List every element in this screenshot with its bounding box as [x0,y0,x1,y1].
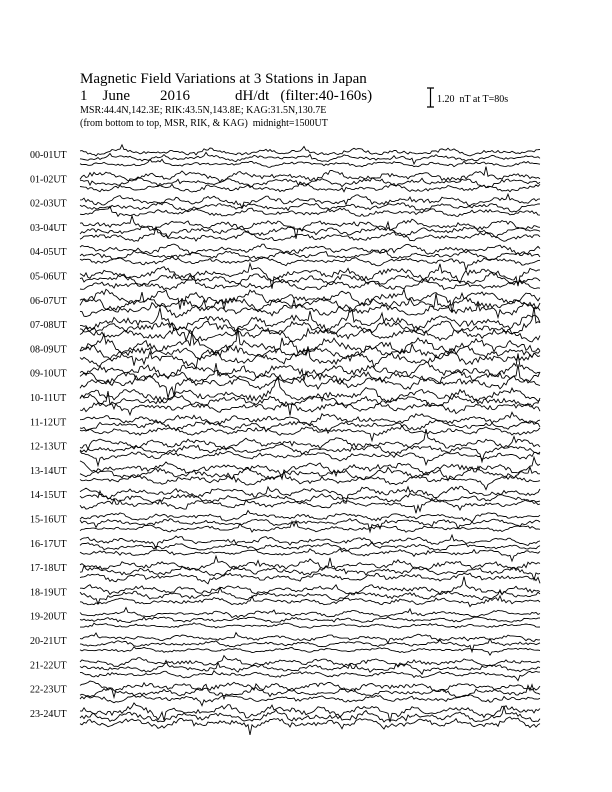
trace-kag [80,167,540,183]
trace-kag [80,535,540,549]
hour-label: 09-10UT [30,368,67,380]
trace-msr [80,695,540,706]
scale-bar-label: 1.20 nT at T=80s [437,94,509,105]
filter: (filter:40-160s) [280,88,373,104]
trace-msr [80,327,540,342]
station-order: (from bottom to top, MSR, RIK, & KAG) [80,118,248,129]
trace-kag [80,412,540,424]
trace-msr [80,521,540,533]
hour-label: 05-06UT [30,271,67,283]
trace-kag [80,194,540,208]
trace-msr [80,623,540,628]
trace-msr [80,294,540,318]
trace-kag [80,556,540,570]
year: 2016 [160,88,190,104]
trace-rik [80,250,540,260]
hour-label: 07-08UT [30,320,67,332]
trace-rik [80,202,540,212]
hour-label: 02-03UT [30,198,67,210]
trace-kag [80,577,540,595]
scale-bar [427,88,434,107]
hour-label: 15-16UT [30,514,67,526]
trace-kag [80,633,540,644]
trace-rik [80,444,540,462]
trace-msr [80,717,540,735]
month: June [102,88,130,104]
trace-msr [80,364,540,398]
trace-msr [80,472,540,490]
hour-label: 13-14UT [30,465,67,477]
hour-label: 06-07UT [30,295,67,307]
hour-label: 04-05UT [30,247,67,259]
station-coordinates: MSR:44.4N,142.3E; RIK:43.5N,143.8E; KAG:31.5N,130.7E [80,105,327,116]
hour-label: 22-23UT [30,684,67,696]
hour-label: 19-20UT [30,611,67,623]
hour-label: 23-24UT [30,708,67,720]
hour-label: 11-12UT [30,417,67,429]
trace-msr [80,671,540,681]
trace-rik [80,684,540,699]
trace-kag [80,429,540,450]
trace-rik [80,394,540,415]
trace-kag [80,608,540,618]
hour-label: 18-19UT [30,587,67,599]
hour-label: 14-15UT [30,490,67,502]
chart-title: Magnetic Field Variations at 3 Stations in Japan [80,71,367,87]
hour-label: 17-18UT [30,563,67,575]
hour-label: 00-01UT [30,150,67,161]
quantity: dH/dt [235,88,270,104]
hour-label: 16-17UT [30,538,67,550]
hour-label: 20-21UT [30,636,67,647]
trace-kag [80,457,540,479]
trace-rik [80,152,540,164]
trace-rik [80,558,540,580]
trace-rik [80,617,540,623]
trace-kag [80,377,540,402]
hour-label: 01-02UT [30,174,67,186]
hour-label: 12-13UT [30,441,67,453]
hour-label: 08-09UT [30,344,67,356]
trace-msr [80,426,540,441]
trace-msr [80,256,540,271]
midnight-note: midnight=1500UT [252,118,328,129]
hour-label: 03-04UT [30,222,67,234]
trace-msr [80,182,540,192]
day: 1 [80,88,88,104]
hour-label: 10-11UT [30,393,67,404]
hour-label: 21-22UT [30,660,67,672]
trace-rik [80,466,540,480]
trace-rik [80,707,540,722]
trace-kag [80,511,540,522]
